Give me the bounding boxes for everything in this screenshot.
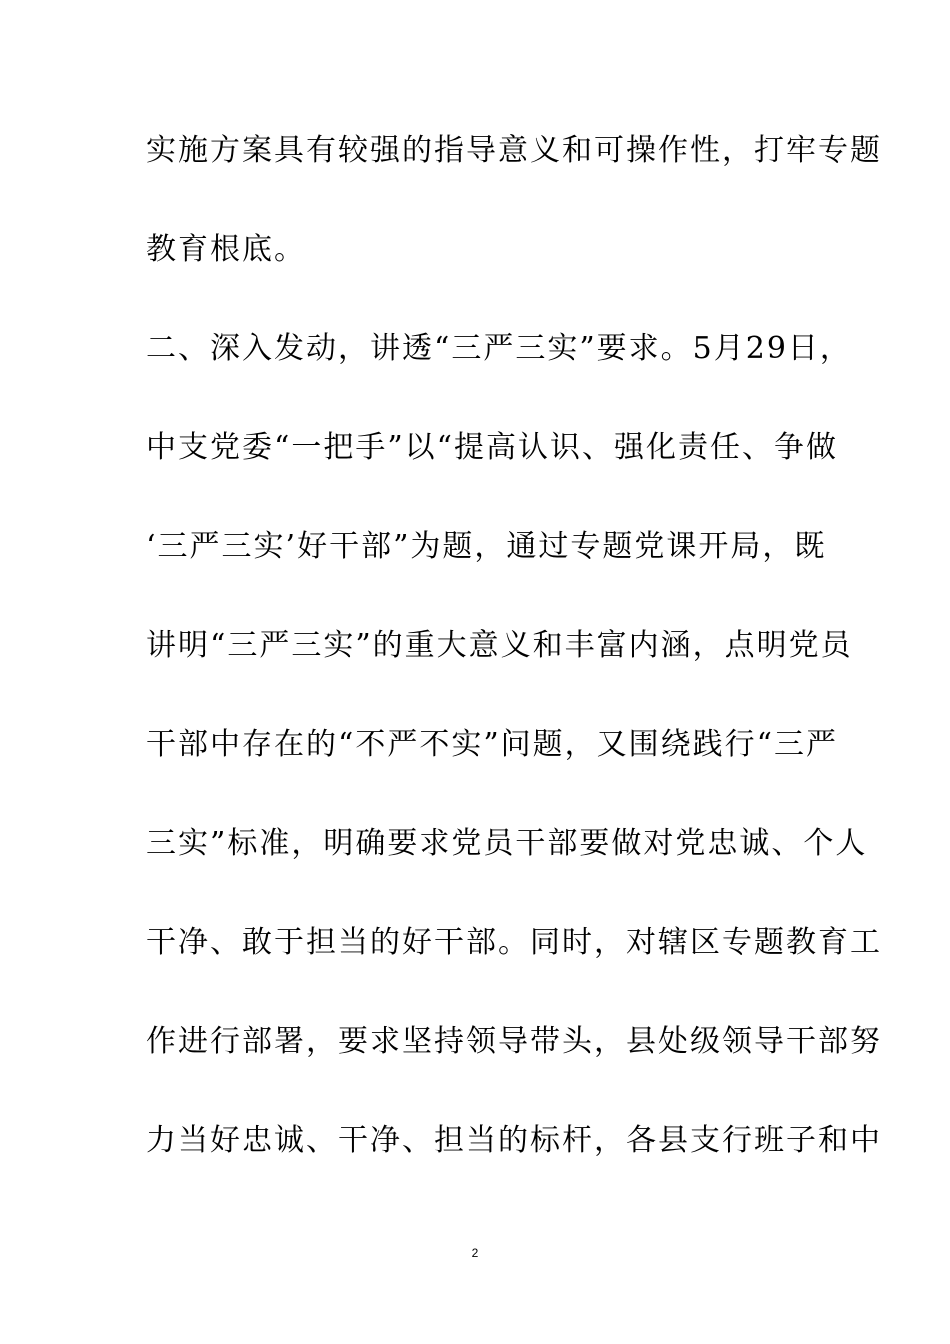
page-number: 2	[471, 1246, 479, 1260]
text-line-9: 干净、敢于担当的好干部。同时，对辖区专题教育工	[146, 925, 882, 960]
text-line-8: 三实”标准，明确要求党员干部要做对党忠诚、个人	[146, 826, 868, 861]
text-line-7: 干部中存在的“不严不实”问题，又围绕践行“三严	[146, 727, 839, 762]
text-line-10: 作进行部署，要求坚持领导带头，县处级领导干部努	[146, 1024, 882, 1059]
text-line-6: 讲明“三严三实”的重大意义和丰富内涵，点明党员	[146, 628, 853, 663]
text-line-2: 教育根底。	[146, 232, 306, 267]
text-line-11: 力当好忠诚、干净、担当的标杆，各县支行班子和中	[146, 1123, 882, 1158]
text-line-3: 二、深入发动，讲透“三严三实”要求。5月29日，	[146, 331, 852, 366]
text-line-4: 中支党委“一把手”以“提高认识、强化责任、争做	[146, 430, 839, 465]
text-line-5: ‘三严三实’好干部”为题，通过专题党课开局，既	[146, 529, 827, 564]
text-line-1: 实施方案具有较强的指导意义和可操作性，打牢专题	[146, 133, 882, 168]
